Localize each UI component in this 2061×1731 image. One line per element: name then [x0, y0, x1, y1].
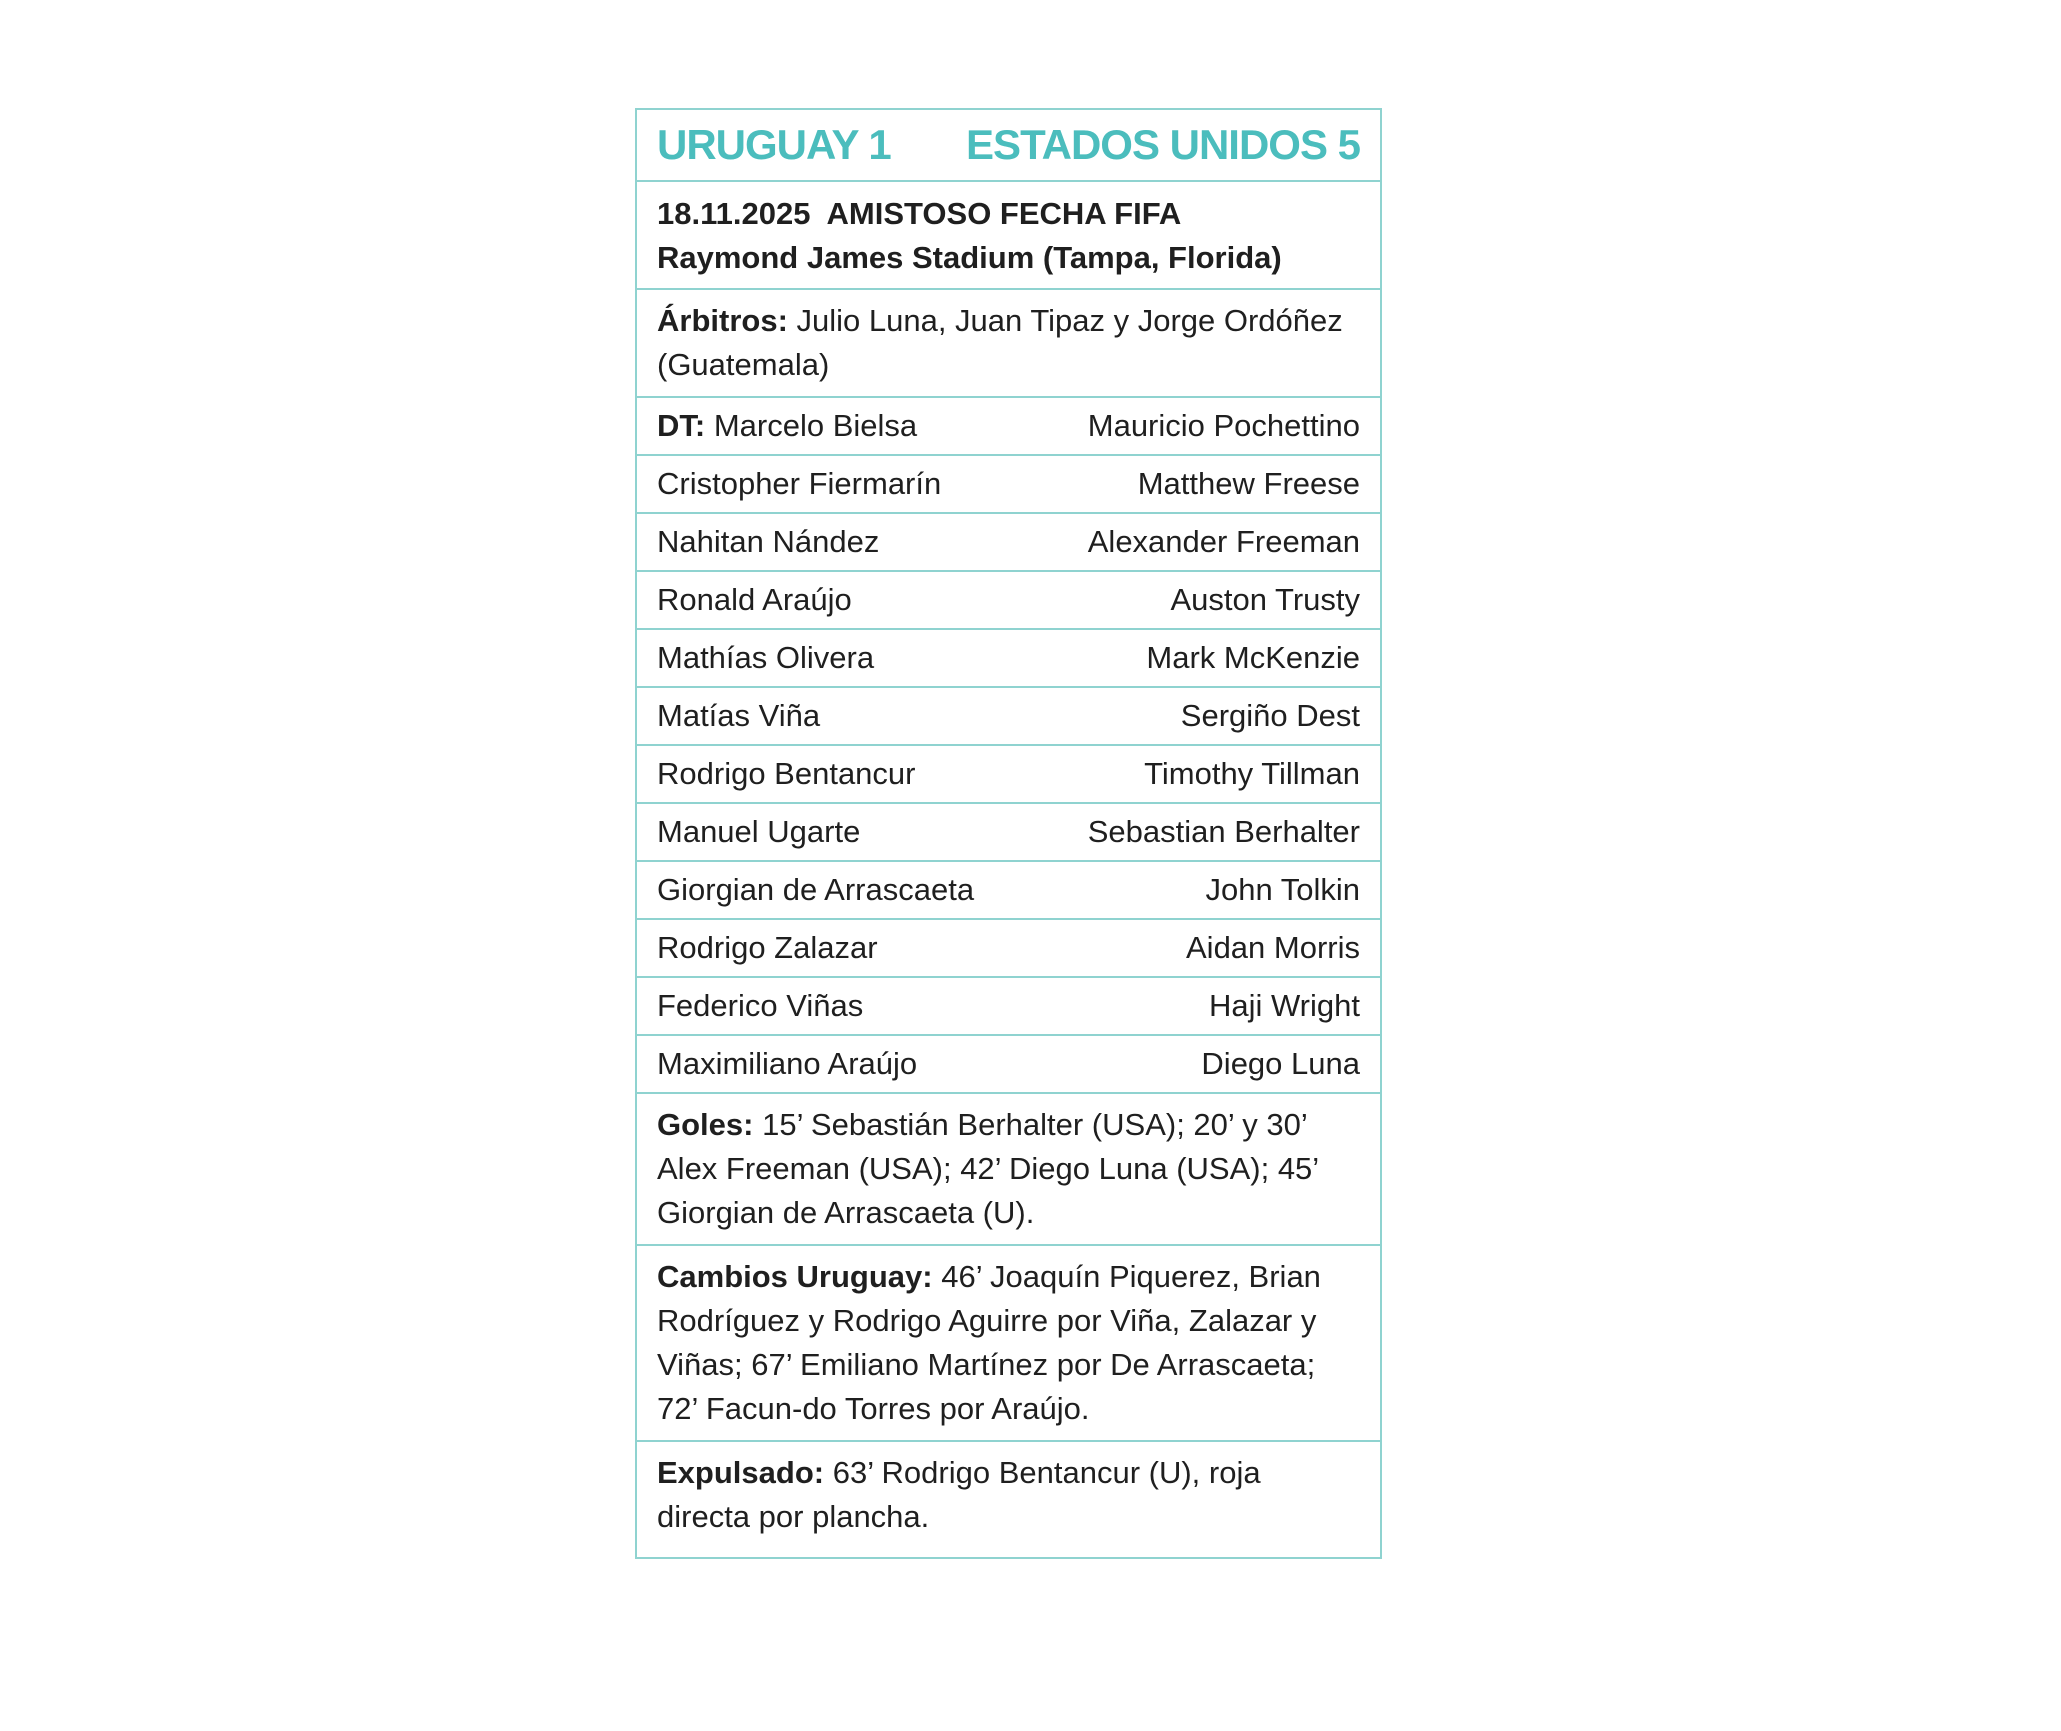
- substitutions-label: Cambios Uruguay:: [657, 1259, 933, 1294]
- coaches-row: [637, 398, 1380, 456]
- lineup-row: [637, 630, 1380, 688]
- expelled-text: 63’ Rodrigo Bentancur (U), roja directa por plancha.: [657, 1455, 1261, 1534]
- away-player: Aidan Morris: [1186, 930, 1360, 965]
- goals: [637, 1094, 1380, 1246]
- match-venue: Raymond James Stadium (Tampa, Florida): [657, 240, 1282, 275]
- coach-label: DT:: [657, 408, 706, 443]
- home-team-score: URUGUAY 1: [657, 121, 891, 168]
- away-team-score: ESTADOS UNIDOS 5: [966, 121, 1360, 168]
- away-player: Sebastian Berhalter: [1087, 814, 1360, 849]
- lineup-row: [637, 978, 1380, 1036]
- home-player: Rodrigo Zalazar: [657, 930, 878, 965]
- expelled: [637, 1442, 1380, 1557]
- match-date: 18.11.2025: [657, 196, 811, 231]
- away-player: Timothy Tillman: [1144, 756, 1360, 791]
- away-player: Auston Trusty: [1170, 582, 1360, 617]
- home-player: Nahitan Nández: [657, 524, 880, 559]
- home-coach: [657, 408, 917, 444]
- score-header: [637, 110, 1380, 182]
- substitutions: [637, 1246, 1380, 1442]
- home-player: Giorgian de Arrascaeta: [657, 872, 975, 907]
- away-player: Sergiño Dest: [1180, 698, 1360, 733]
- match-report-card: [635, 108, 1382, 1559]
- home-player: Matías Viña: [657, 698, 821, 733]
- home-player: Mathías Olivera: [657, 640, 875, 675]
- goals-label: Goles:: [657, 1107, 754, 1142]
- away-player: Matthew Freese: [1137, 466, 1360, 501]
- home-player: Ronald Araújo: [657, 582, 852, 617]
- lineup-row: [637, 572, 1380, 630]
- match-info: [637, 182, 1380, 290]
- home-player: Rodrigo Bentancur: [657, 756, 916, 791]
- lineup-row: [637, 1036, 1380, 1094]
- away-coach: Mauricio Pochettino: [1087, 408, 1360, 443]
- away-player: Diego Luna: [1201, 1046, 1360, 1081]
- expelled-label: Expulsado:: [657, 1455, 825, 1490]
- match-type: AMISTOSO FECHA FIFA: [826, 196, 1182, 231]
- home-coach-name: Marcelo Bielsa: [705, 408, 918, 443]
- away-player: Alexander Freeman: [1087, 524, 1360, 559]
- lineup-row: [637, 804, 1380, 862]
- referees-label: Árbitros:: [657, 303, 788, 338]
- lineup-row: [637, 456, 1380, 514]
- referees-text: Julio Luna, Juan Tipaz y Jorge Ordóñez (Guatemala): [657, 303, 1343, 382]
- substitutions-text: 46’ Joaquín Piquerez, Brian Rodríguez y Rodrigo Aguirre por Viña, Zalazar y Viñas; 67’ Emiliano Martínez por De Arrascaeta; 72’ Facun-do Torres por Araújo.: [657, 1259, 1321, 1426]
- away-player: Haji Wright: [1208, 988, 1360, 1023]
- match-date-type: [657, 192, 1360, 236]
- lineup-row: [637, 688, 1380, 746]
- away-player: John Tolkin: [1205, 872, 1360, 907]
- lineup-row: [637, 920, 1380, 978]
- goals-text: 15’ Sebastián Berhalter (USA); 20’ y 30’ Alex Freeman (USA); 42’ Diego Luna (USA); 45’ Giorgian de Arrascaeta (U).: [657, 1107, 1319, 1230]
- referees: [637, 290, 1380, 398]
- home-player: Cristopher Fiermarín: [657, 466, 942, 501]
- home-player: Maximiliano Araújo: [657, 1046, 918, 1081]
- lineup-row: [637, 746, 1380, 804]
- lineup-row: [637, 862, 1380, 920]
- home-player: Manuel Ugarte: [657, 814, 861, 849]
- lineup-row: [637, 514, 1380, 572]
- home-player: Federico Viñas: [657, 988, 864, 1023]
- away-player: Mark McKenzie: [1146, 640, 1360, 675]
